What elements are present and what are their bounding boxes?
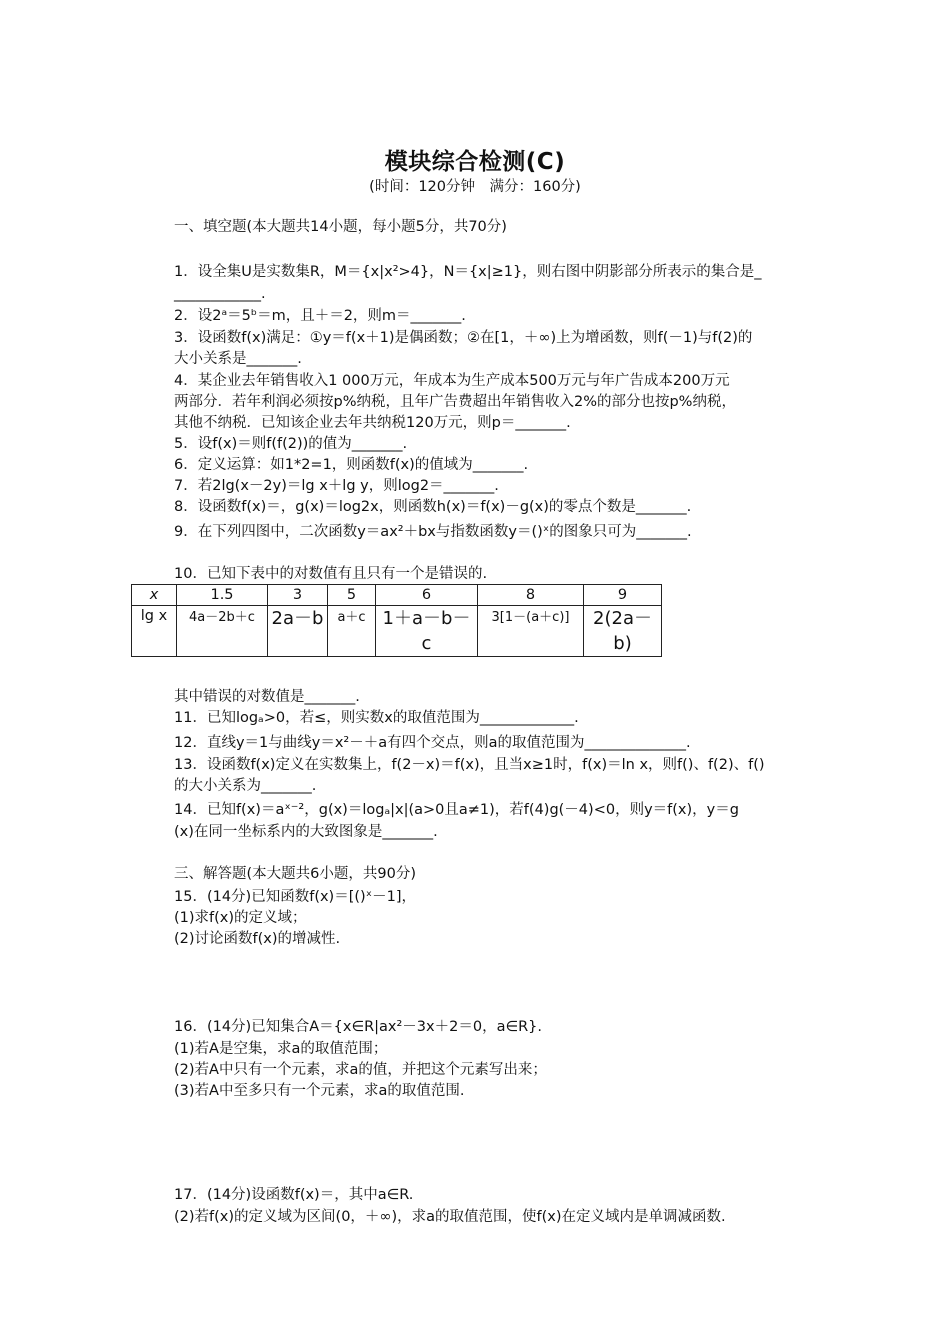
question-line: 16．(14分)已知集合A＝{x∈R|ax²－3x＋2＝0，a∈R}. (174, 1019, 542, 1035)
question-line: (2)讨论函数f(x)的增减性. (174, 931, 341, 947)
table-header-cell: 1.5 (177, 585, 268, 606)
question-line: 12．直线y＝1与曲线y＝x²－＋a有四个交点，则a的取值范围为______________. (174, 735, 691, 751)
question-line: 的大小关系为_______. (174, 778, 317, 794)
question-line: 大小关系是_______. (174, 351, 302, 367)
table-header-cell: 5 (328, 585, 376, 606)
table-header-cell: 6 (376, 585, 478, 606)
table-cell: 1＋a－b－c (376, 606, 478, 657)
table-cell: 3[1－(a＋c)] (478, 606, 584, 657)
table-header-cell: 3 (268, 585, 328, 606)
table-header-cell: x (132, 585, 177, 606)
question-line: 4．某企业去年销售收入1 000万元，年成本为生产成本500万元与年广告成本200万元 (174, 373, 730, 389)
question-line: (1)求f(x)的定义域； (174, 910, 307, 926)
section-heading-answers: 三、解答题(本大题共6小题，共90分) (174, 866, 416, 882)
question-line: 11．已知logₐ>0，若≤，则实数x的取值范围为_____________. (174, 710, 579, 726)
question-line: (2)若f(x)的定义域为区间(0，＋∞)，求a的取值范围，使f(x)在定义域内是单调减函数. (174, 1209, 726, 1225)
question-line: 1．设全集U是实数集R，M＝{x|x²>4}，N＝{x|≥1}，则右图中阴影部分所表示的集合是_ (174, 264, 762, 280)
table-cell: 2a－b (268, 606, 328, 657)
question-line: 两部分．若年利润必须按p%纳税，且年广告费超出年销售收入2%的部分也按p%纳税， (174, 394, 736, 410)
page-title: 模块综合检测(C) (384, 149, 566, 175)
question-line: ____________. (174, 286, 266, 302)
table-header-cell: 9 (584, 585, 662, 606)
question-line: (1)若A是空集，求a的取值范围； (174, 1041, 388, 1057)
question-line: 其他不纳税．已知该企业去年共纳税120万元，则p＝_______. (174, 415, 571, 431)
table-cell: 2(2a－b) (584, 606, 662, 657)
question-line: 6．定义运算：如1*2=1，则函数f(x)的值域为_______. (174, 457, 529, 473)
question-line: 14．已知f(x)＝aˣ⁻²，g(x)＝logₐ|x|(a>0且a≠1)，若f(4)g(－4)<0，则y＝f(x)，y＝g (174, 802, 739, 818)
question-line: (x)在同一坐标系内的大致图象是_______. (174, 824, 438, 840)
question-line: 3．设函数f(x)满足：①y＝f(x＋1)是偶函数；②在[1，＋∞)上为增函数，则f(－1)与f(2)的 (174, 330, 753, 346)
question-line: 5．设f(x)＝则f(f(2))的值为_______. (174, 436, 408, 452)
table-cell: a＋c (328, 606, 376, 657)
table-row (132, 606, 662, 657)
question-line: 8．设函数f(x)＝，g(x)＝log2x，则函数h(x)＝f(x)－g(x)的零点个数是_______. (174, 499, 692, 515)
page-subtitle: (时间：120分钟 满分：160分) (369, 179, 581, 195)
log-value-table (131, 584, 662, 657)
section-heading-fill-in: 一、填空题(本大题共14小题，每小题5分，共70分) (174, 219, 507, 235)
table-header-row (132, 585, 662, 606)
question-line: 17．(14分)设函数f(x)＝，其中a∈R. (174, 1187, 414, 1203)
question-line: 其中错误的对数值是_______. (174, 689, 360, 705)
question-line: (2)若A中只有一个元素，求a的值，并把这个元素写出来； (174, 1062, 547, 1078)
question-line: 2．设2ᵃ＝5ᵇ＝m，且＋＝2，则m＝_______. (174, 308, 466, 324)
table-cell: 4a－2b＋c (177, 606, 268, 657)
table-header-cell: 8 (478, 585, 584, 606)
question-line: (3)若A中至多只有一个元素，求a的取值范围. (174, 1083, 465, 1099)
question-line: 15．(14分)已知函数f(x)＝[()ˣ－1]， (174, 889, 417, 905)
question-line: 9．在下列四图中，二次函数y＝ax²＋bx与指数函数y＝()ˣ的图象只可为_______. (174, 524, 692, 540)
table-row-label: lg x (132, 606, 177, 657)
question-line: 13．设函数f(x)定义在实数集上，f(2－x)＝f(x)，且当x≥1时，f(x)＝ln x，则f()、f(2)、f() (174, 757, 765, 773)
question-line: 10．已知下表中的对数值有且只有一个是错误的. (174, 566, 488, 582)
question-line: 7．若2lg(x－2y)＝lg x＋lg y，则log2＝_______. (174, 478, 499, 494)
